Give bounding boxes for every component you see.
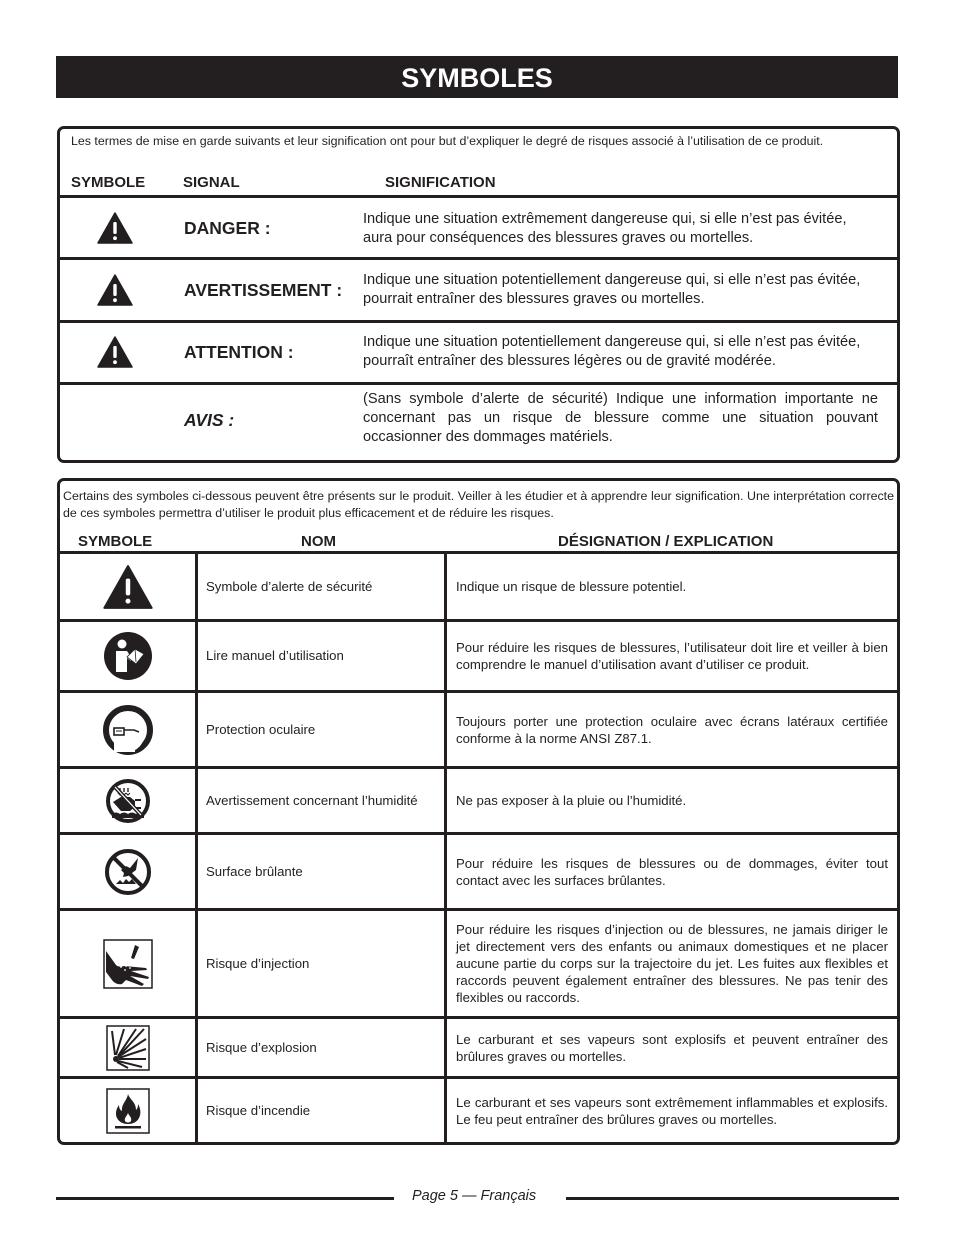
- table-row: [60, 1079, 897, 1142]
- symbol-name: Risque d’explosion: [206, 1039, 317, 1055]
- table-row: [60, 554, 897, 619]
- safety-alert-icon: [103, 564, 153, 610]
- meaning-attention: Indique une situation potentiellement dangereuse qui, si elle n’est pas évitée, pourraît entraîner des blessures légères ou de gravité modérée.: [363, 334, 861, 369]
- footer-rule-left: [56, 1197, 394, 1200]
- meaning-avis: (Sans symbole d’alerte de sécurité) Indique une information importante ne concernant pas un risque de blessure comme une situation pouvant occasionner des dommages matériels.: [363, 391, 878, 445]
- symbol-name: Symbole d’alerte de sécurité: [206, 578, 373, 594]
- symbol-name: Risque d’injection: [206, 955, 310, 971]
- header-meaning: SIGNIFICATION: [385, 174, 496, 191]
- meaning-avertissement: Indique une situation potentiellement dangereuse qui, si elle n’est pas évitée, pourrait entraîner des blessures graves ou mortelles.: [363, 272, 861, 307]
- symbol-name: Risque d’incendie: [206, 1102, 311, 1118]
- table-row: [60, 198, 897, 257]
- table-row: [60, 911, 897, 1016]
- table-row: [60, 769, 897, 832]
- symbol-description: Pour réduire les risques de blessures, l’utilisateur doit lire et veiller à bien comprendre le manuel d’utilisation avant d’utiliser ce produit.: [456, 640, 888, 672]
- page-footer: Page 5 — Français: [412, 1188, 537, 1204]
- table-row: [60, 385, 897, 460]
- symbol-name: Lire manuel d’utilisation: [206, 648, 344, 663]
- symbol-description: Indique un risque de blessure potentiel.: [456, 579, 687, 594]
- symbol-description: Le carburant et ses vapeurs sont extrêmement inflammables et explosifs. Le feu peut entraîner des brûlures graves ou mortelles.: [456, 1094, 888, 1127]
- symbol-description: Pour réduire les risques d’injection ou de blessures, ne jamais diriger le jet directement vers des enfants ou animaux domestiques et ne placer aucune partie du corps sur la trajectoire du jet. Les fuites aux flexibles et raccords peuvent également entraîner des blessures. Ne pas tenir des flexibles ou raccords.: [456, 922, 888, 1005]
- explosion-hazard-icon: [106, 1025, 150, 1071]
- signal-table-intro: Les termes de mise en garde suivants et leur signification ont pour but d’expliquer le degré de risques associé à l’utilisation de ce produit.: [71, 134, 824, 148]
- symbol-name: Protection oculaire: [206, 721, 316, 737]
- symbol-name: Surface brûlante: [206, 863, 303, 879]
- wet-conditions-icon: [105, 778, 151, 824]
- signal-avertissement: AVERTISSEMENT :: [184, 280, 343, 300]
- warning-triangle-icon: [97, 274, 133, 306]
- symbol-description: Pour réduire les risques de blessures ou de dommages, éviter tout contact avec les surfaces brûlantes.: [456, 855, 888, 888]
- table-row: [60, 323, 897, 382]
- warning-triangle-icon: [97, 212, 133, 244]
- fire-hazard-icon: [106, 1088, 150, 1134]
- table-row: [60, 835, 897, 908]
- header-description: DÉSIGNATION / EXPLICATION: [558, 533, 774, 550]
- injection-hazard-icon: [103, 939, 153, 989]
- header-name: NOM: [301, 533, 336, 550]
- signal-avis: AVIS :: [184, 410, 235, 430]
- signal-danger: DANGER :: [184, 218, 271, 238]
- symbols-table: [57, 478, 900, 1145]
- table-row: [60, 260, 897, 320]
- table-row: [60, 622, 897, 690]
- warning-triangle-icon: [97, 336, 133, 368]
- eye-protection-icon: [102, 704, 154, 756]
- header-symbol: SYMBOLE: [71, 174, 146, 191]
- symbol-description: Ne pas exposer à la pluie ou l’humidité.: [456, 793, 687, 808]
- footer-rule-right: [566, 1197, 899, 1200]
- symbol-description: Le carburant et ses vapeurs sont explosifs et peuvent entraîner des brûlures graves ou mortelles.: [456, 1031, 888, 1064]
- read-manual-icon: [103, 631, 153, 681]
- header-symbol: SYMBOLE: [78, 533, 153, 550]
- symbol-description: Toujours porter une protection oculaire avec écrans latéraux certifiée conforme à la norme ANSI Z87.1.: [456, 713, 888, 746]
- header-signal: SIGNAL: [183, 174, 240, 191]
- hot-surface-icon: [104, 848, 152, 896]
- page-title: SYMBOLES: [56, 56, 898, 98]
- signal-words-table: [57, 126, 900, 463]
- symbol-table-intro: Certains des symboles ci-dessous peuvent être présents sur le produit. Veiller à les étudier et à apprendre leur signification. Une interprétation correcte de ces symboles permettra d’utiliser le produit plus efficacement et de réduire les risques.: [63, 489, 894, 520]
- table-row: [60, 693, 897, 766]
- symbol-name: Avertissement concernant l’humidité: [206, 792, 418, 808]
- meaning-danger: Indique une situation extrêmement dangereuse qui, si elle n’est pas évitée, aura pour conséquences des blessures graves ou mortelles.: [363, 211, 847, 246]
- signal-attention: ATTENTION :: [184, 342, 294, 362]
- table-row: [60, 1019, 897, 1076]
